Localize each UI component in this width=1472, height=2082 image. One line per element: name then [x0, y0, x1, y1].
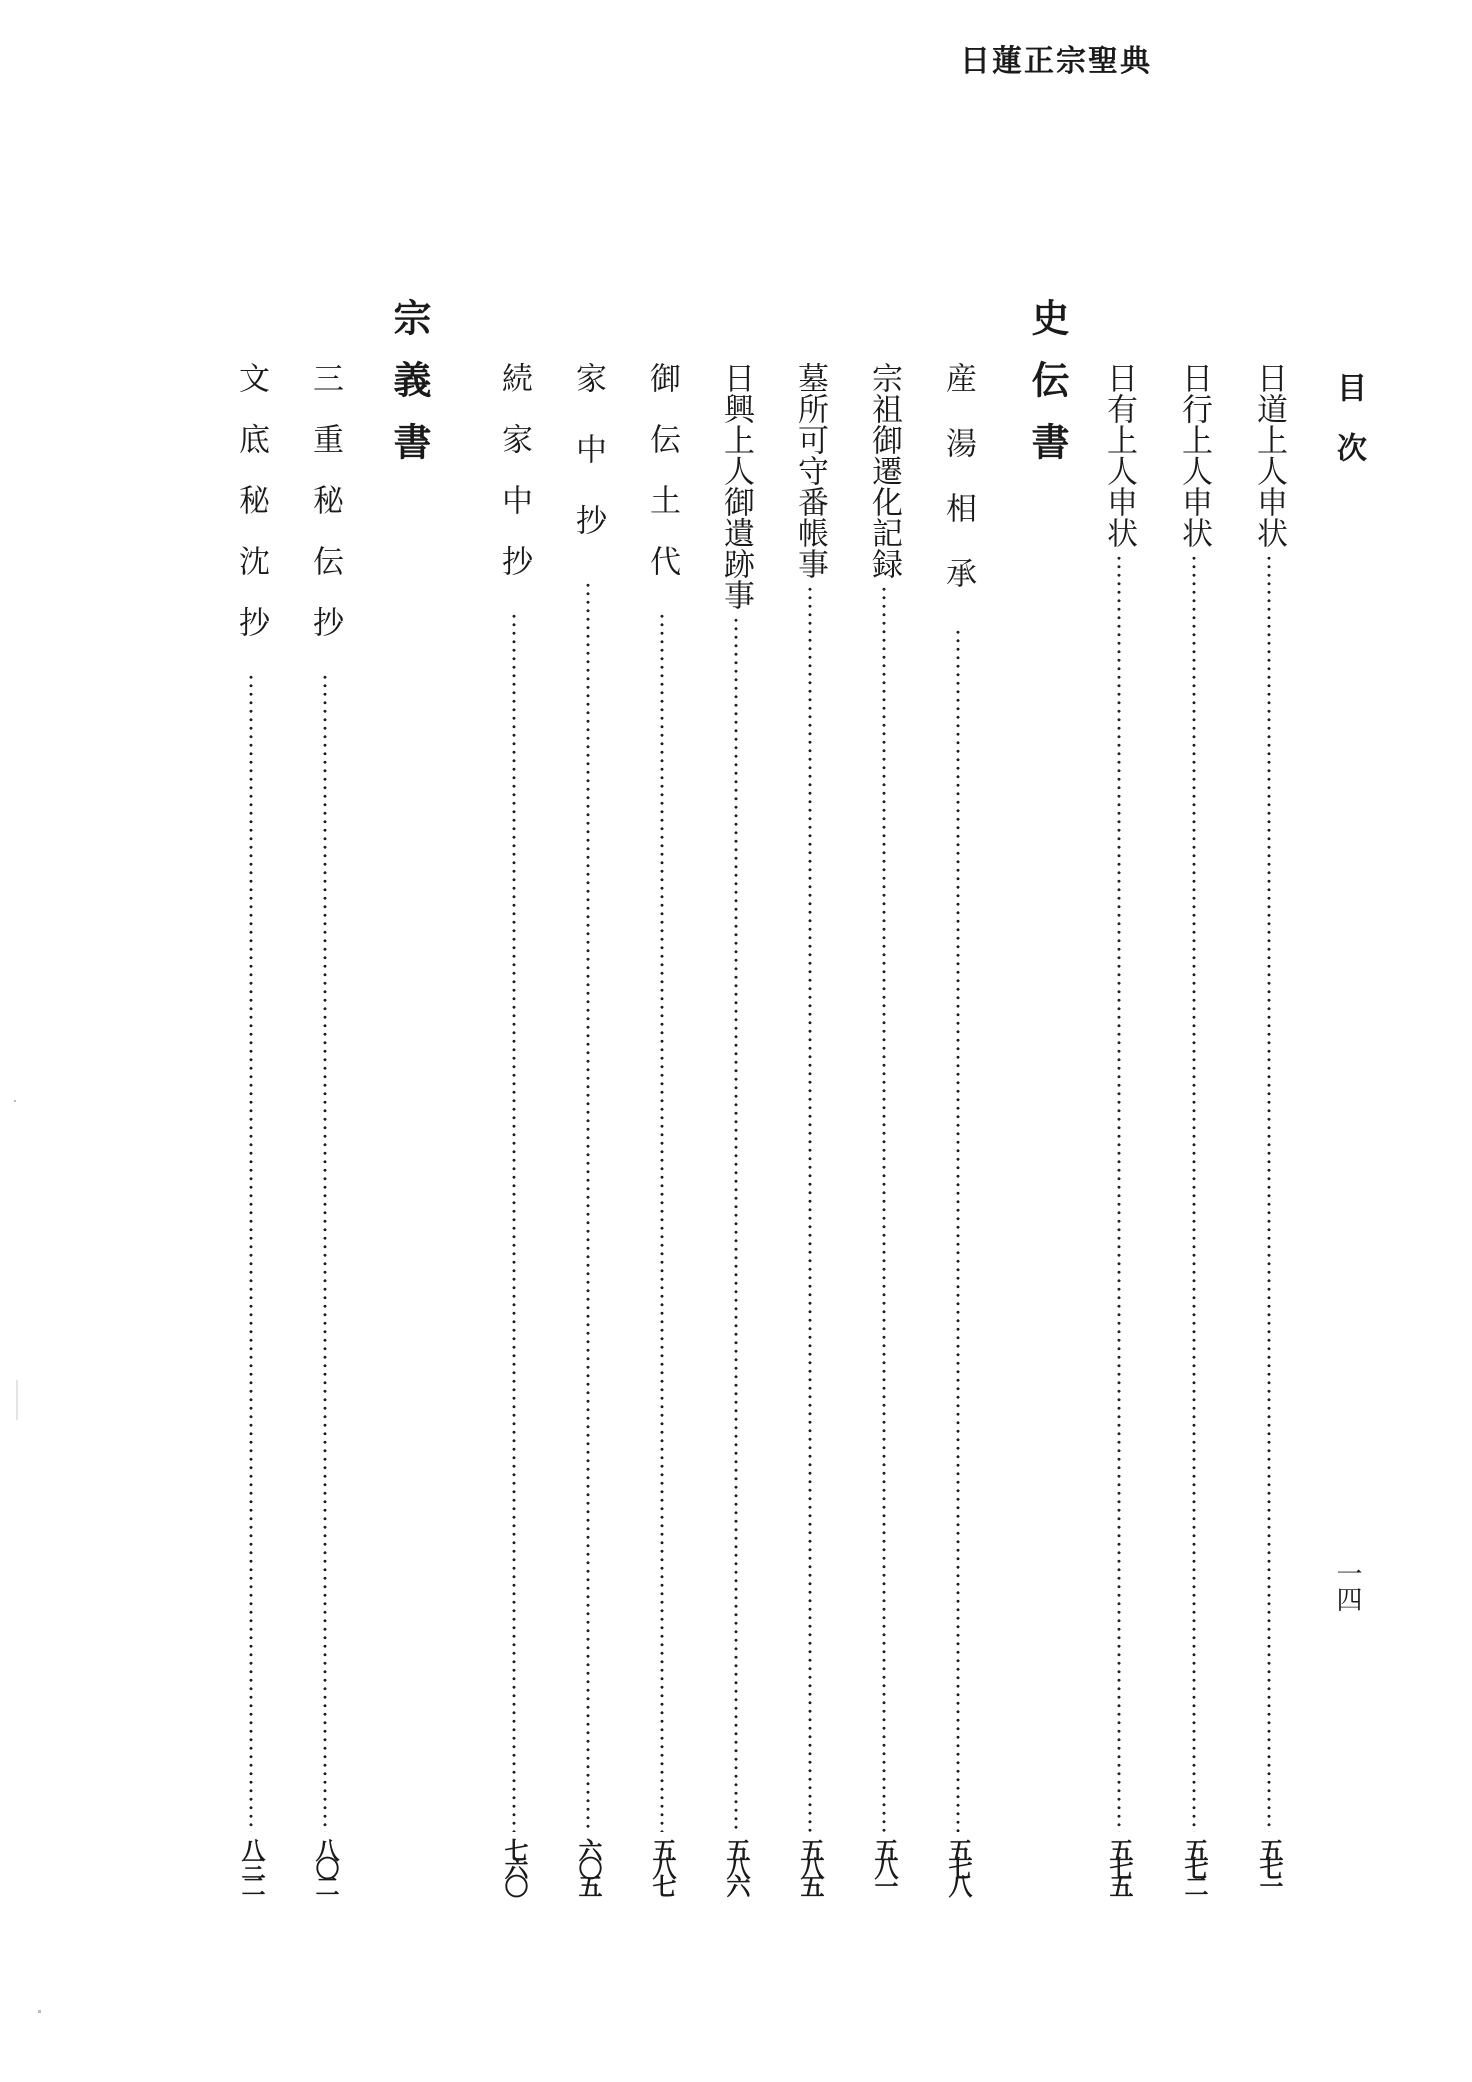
entry-title: 産湯相承 — [940, 362, 976, 622]
toc-entry[interactable] — [1248, 362, 1290, 1914]
toc-heading-text: 目 次 — [1331, 372, 1366, 462]
entry-page: 五七二 — [1180, 1838, 1209, 1892]
dot-leader — [1267, 554, 1271, 1832]
entry-title: 墓所可守番帳事 — [792, 362, 828, 579]
entry-page: 五七一 — [1255, 1838, 1284, 1892]
entry-page: 八三二 — [237, 1838, 266, 1892]
entry-page: 五八六 — [722, 1838, 751, 1892]
toc-entry[interactable] — [230, 362, 272, 1914]
entry-title: 宗祖御遷化記録 — [866, 362, 902, 579]
entry-page: 六〇五 — [574, 1838, 603, 1892]
toc-entry[interactable] — [1173, 362, 1215, 1914]
dot-leader — [249, 673, 253, 1832]
toc-entry[interactable] — [567, 362, 609, 1914]
entry-title: 日有上人申状 — [1101, 362, 1137, 548]
entry-page: 五八七 — [648, 1838, 677, 1892]
entry-title: 続家中抄 — [496, 362, 532, 606]
entry-title: 御伝土代 — [644, 362, 680, 606]
toc-entry[interactable] — [863, 362, 905, 1914]
dot-leader — [512, 612, 516, 1832]
dot-leader — [660, 612, 664, 1832]
entry-title: 日行上人申状 — [1176, 362, 1212, 548]
scan-speck — [14, 1100, 16, 1102]
entry-page: 五七八 — [944, 1838, 973, 1892]
section-heading-shugi: 宗義書 — [387, 298, 432, 484]
entry-title: 日道上人申状 — [1251, 362, 1287, 548]
dot-leader — [586, 581, 590, 1832]
dot-leader — [956, 628, 960, 1832]
dot-leader — [734, 616, 738, 1832]
toc-heading — [1326, 372, 1370, 462]
toc-entry[interactable] — [789, 362, 831, 1914]
entry-page: 七六〇 — [500, 1838, 529, 1892]
entry-page: 五八一 — [870, 1838, 899, 1892]
entry-page: 五八五 — [796, 1838, 825, 1892]
toc-entry[interactable] — [1098, 362, 1140, 1914]
entry-title: 三重秘伝抄 — [307, 362, 343, 667]
toc-entry[interactable] — [937, 362, 979, 1914]
toc-entry[interactable] — [715, 362, 757, 1914]
dot-leader — [323, 673, 327, 1832]
scan-speck — [38, 2010, 41, 2013]
section-heading-shiden: 史伝書 — [1025, 298, 1070, 484]
dot-leader — [1117, 554, 1121, 1832]
toc-entry[interactable] — [304, 362, 346, 1914]
dot-leader — [1192, 554, 1196, 1832]
page-folio: 一四 — [1332, 1560, 1362, 1612]
toc-entry[interactable] — [493, 362, 535, 1914]
entry-page: 五七五 — [1105, 1838, 1134, 1892]
entry-title: 文底秘沈抄 — [233, 362, 269, 667]
dot-leader — [808, 585, 812, 1832]
entry-title: 家中抄 — [570, 362, 606, 575]
toc-entry[interactable] — [641, 362, 683, 1914]
entry-page: 八〇二 — [311, 1838, 340, 1892]
entry-title: 日興上人御遺跡事 — [718, 362, 754, 610]
book-title: 日蓮正宗聖典 — [960, 44, 1152, 79]
dot-leader — [882, 585, 886, 1832]
scan-speck — [16, 1380, 18, 1420]
